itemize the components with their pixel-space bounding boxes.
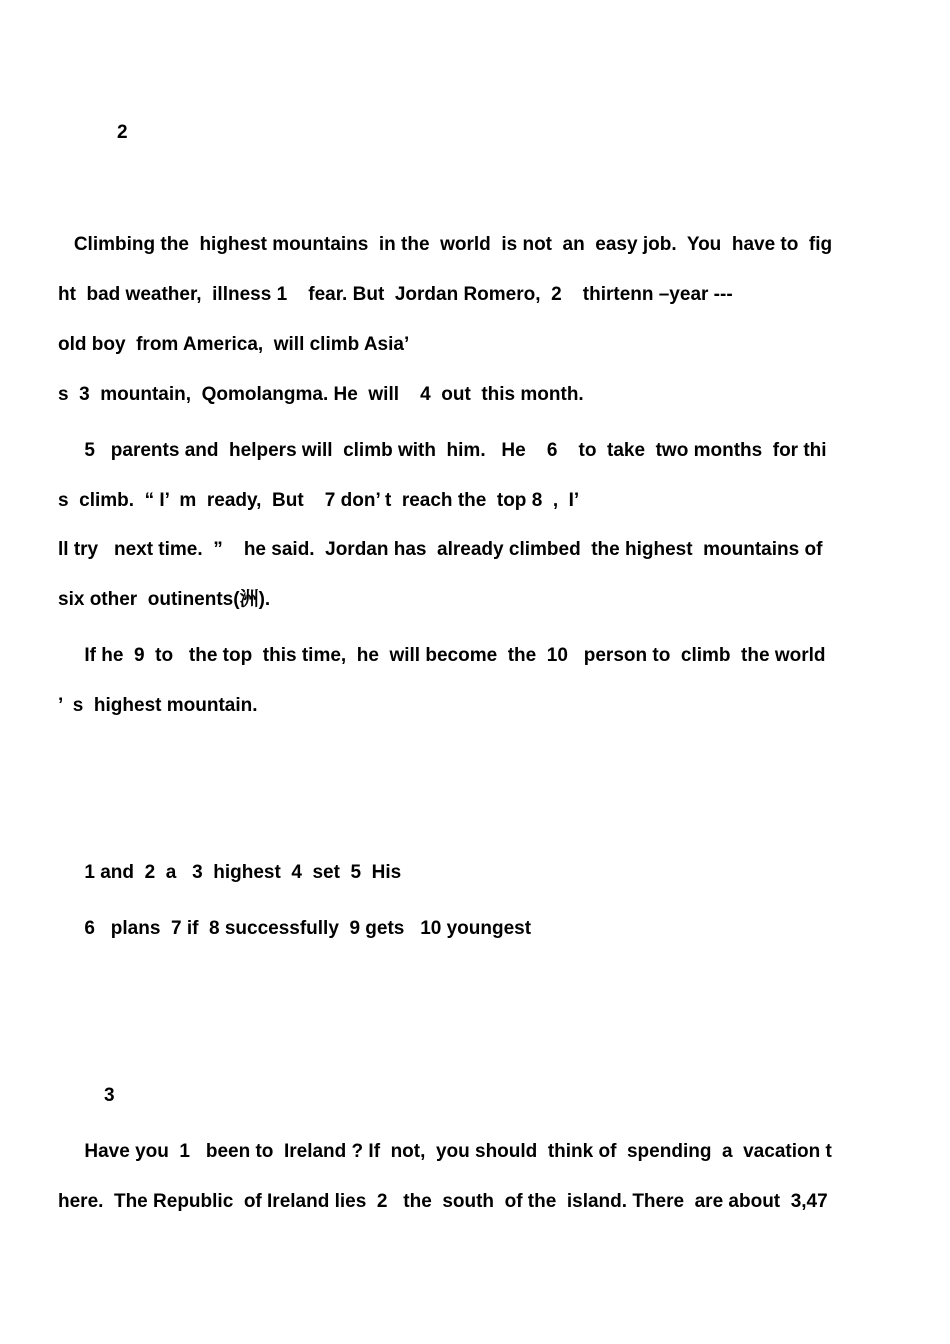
section-3-number: 3 — [104, 1085, 115, 1106]
passage-line: ht bad weather, illness 1 fear. But Jordan Romero, 2 thirtenn –year --- — [58, 284, 733, 305]
passage-line: s 3 mountain, Qomolangma. He will 4 out this month. — [58, 384, 584, 405]
passage-line: Have you 1 been to Ireland ? If not, you should think of spending a vacation t — [58, 1141, 832, 1162]
passage-line: If he 9 to the top this time, he will become the 10 person to climb the world — [58, 645, 826, 666]
passage-line: s climb. “ I’ m ready, But 7 don’ t reach the top 8 , I’ — [58, 490, 580, 511]
passage-line: ’ s highest mountain. — [58, 695, 258, 716]
section-2-number: 2 — [117, 122, 128, 143]
passage-line: six other outinents(洲). — [58, 589, 271, 610]
passage-line: Climbing the highest mountains in the world is not an easy job. You have to fig — [58, 234, 833, 255]
passage-line: ll try next time. ” he said. Jordan has already climbed the highest mountains of — [58, 539, 823, 560]
answer-line: 6 plans 7 if 8 successfully 9 gets 10 youngest — [58, 918, 532, 939]
passage-line: here. The Republic of Ireland lies 2 the south of the island. There are about 3,47 — [58, 1191, 828, 1212]
answer-line: 1 and 2 a 3 highest 4 set 5 His — [58, 862, 402, 883]
passage-line: 5 parents and helpers will climb with him. He 6 to take two months for thi — [58, 440, 827, 461]
passage-line: old boy from America, will climb Asia’ — [58, 334, 410, 355]
